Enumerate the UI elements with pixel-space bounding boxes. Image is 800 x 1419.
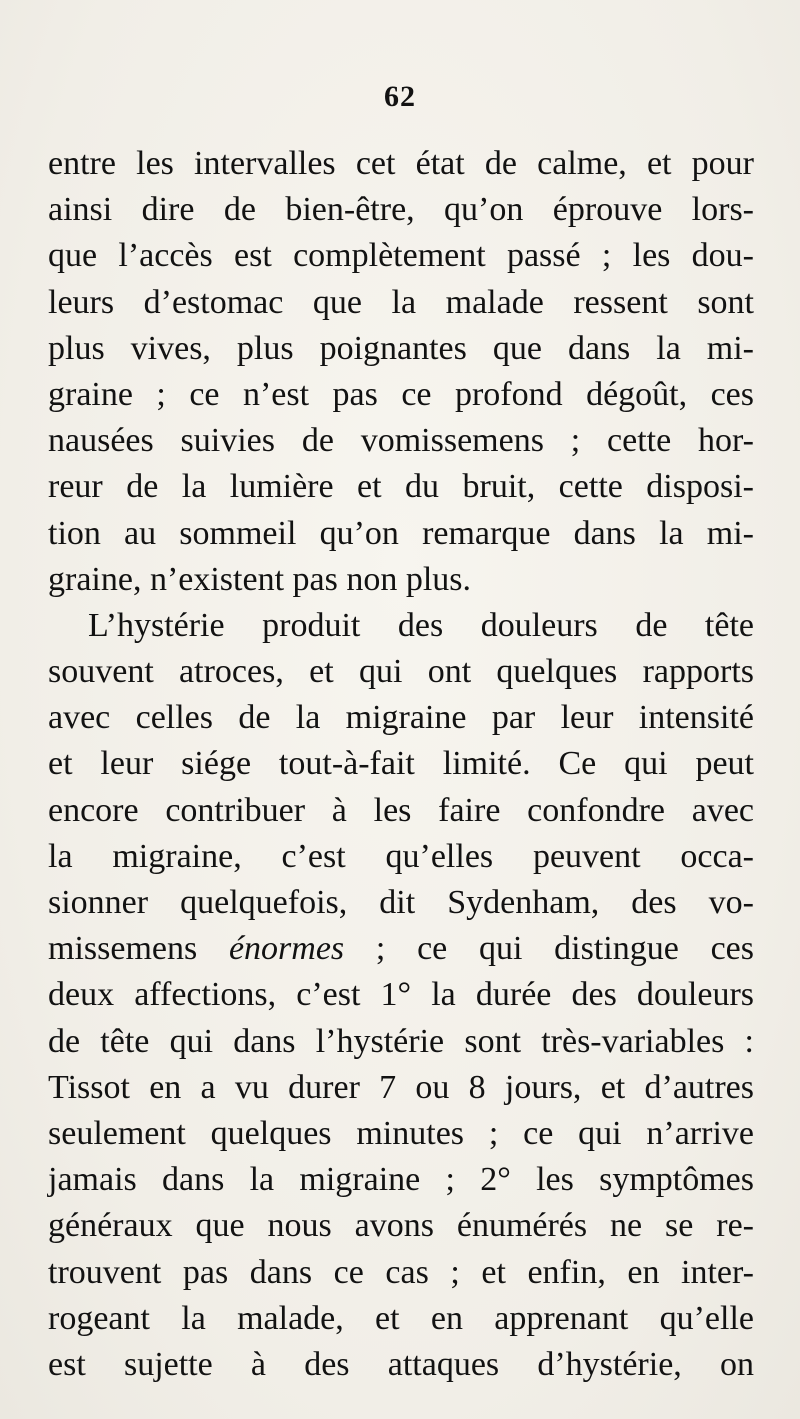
line-before-italic: missemens	[48, 930, 229, 968]
text-line: Tissot en a vu durer 7 ou 8 jours, et d’autres	[48, 1068, 754, 1106]
text-line: la migraine, c’est qu’elles peuvent occa-	[48, 837, 754, 875]
text-line: avec celles de la migraine par leur intensité	[48, 699, 754, 737]
text-line: nausées suivies de vomissemens ; cette hor-	[48, 422, 754, 460]
line-after-italic: ; ce qui distingue ces	[344, 930, 754, 968]
text-line: trouvent pas dans ce cas ; et enfin, en inter-	[48, 1253, 754, 1291]
text-line: entre les intervalles cet état de calme, et pour	[48, 145, 754, 182]
text-line-with-italic	[48, 926, 754, 972]
italic-word: énormes	[228, 930, 345, 968]
text-line: plus vives, plus poignantes que dans la mi-	[48, 329, 754, 367]
text-line: ainsi dire de bien-être, qu’on éprouve lors-	[48, 191, 754, 229]
page-number: 62	[384, 80, 416, 113]
text-line: est sujette à des attaques d’hystérie, on	[48, 1345, 754, 1383]
text-line: reur de la lumière et du bruit, cette disposi-	[48, 468, 754, 506]
paragraph-start-line: L’hystérie produit des douleurs de tête	[88, 606, 754, 644]
text-line: jamais dans la migraine ; 2° les symptômes	[48, 1161, 754, 1199]
text-line: généraux que nous avons énumérés ne se re-	[48, 1207, 754, 1245]
text-line: souvent atroces, et qui ont quelques rapports	[48, 653, 754, 691]
paragraph-end-line: graine, n’existent pas non plus.	[48, 560, 472, 598]
text-line: que l’accès est complètement passé ; les dou-	[48, 237, 754, 275]
text-line: et leur siége tout-à-fait limité. Ce qui peut	[48, 745, 754, 783]
text-line: deux affections, c’est 1° la durée des douleurs	[48, 976, 754, 1014]
text-line: rogeant la malade, et en apprenant qu’elle	[48, 1299, 754, 1337]
text-line: encore contribuer à les faire confondre avec	[48, 791, 754, 829]
text-line: graine ; ce n’est pas ce profond dégoût, ces	[48, 375, 754, 413]
body-text	[48, 141, 754, 1388]
text-line: sionner quelquefois, dit Sydenham, des vo-	[48, 884, 754, 921]
text-line: tion au sommeil qu’on remarque dans la mi-	[48, 514, 754, 552]
text-line: seulement quelques minutes ; ce qui n’arrive	[48, 1114, 754, 1152]
text-line: de tête qui dans l’hystérie sont très-variables :	[48, 1022, 754, 1060]
text-line: leurs d’estomac que la malade ressent sont	[48, 283, 754, 321]
